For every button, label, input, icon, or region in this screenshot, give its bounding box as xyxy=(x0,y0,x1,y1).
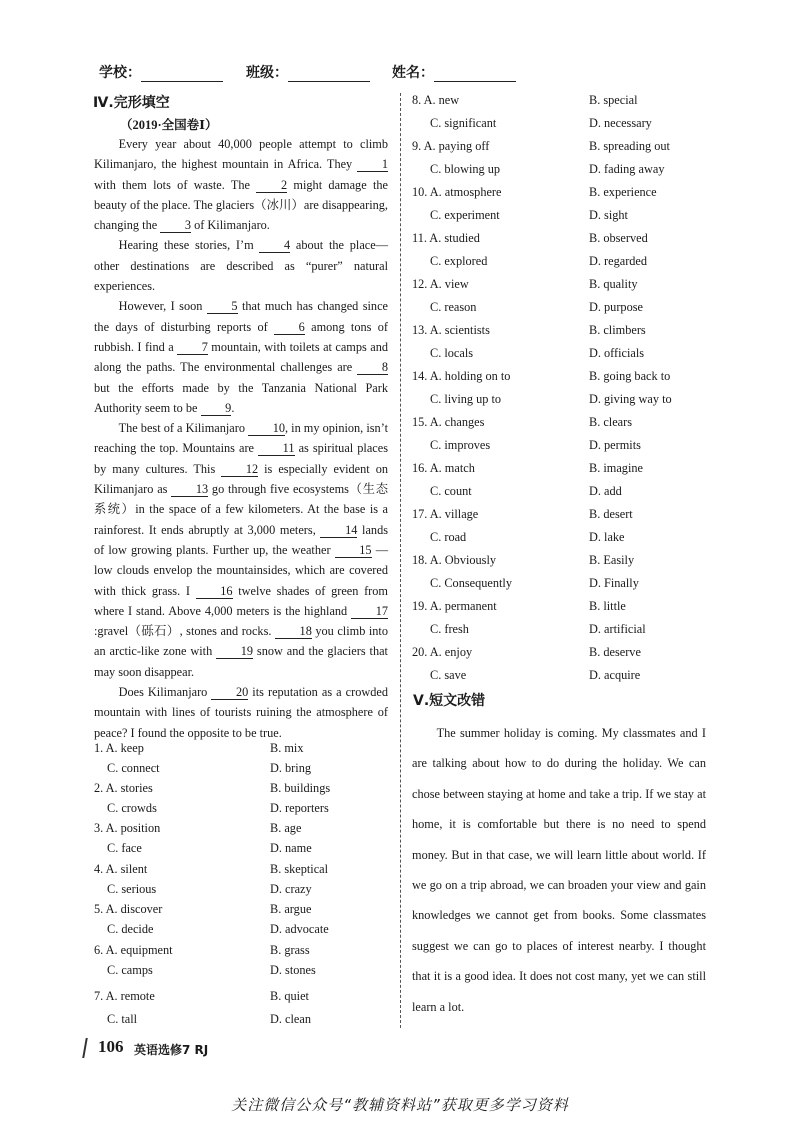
option-6-d: D. stones xyxy=(270,963,316,977)
blank-15: 15 xyxy=(335,543,372,558)
section-title-error-correction: Ⅴ.短文改错 xyxy=(413,693,486,709)
blank-7: 7 xyxy=(177,340,208,355)
passage-text: might damage the beauty of the place. The glaciers（冰川）are disappearing, changing the xyxy=(94,177,388,233)
school-label: 学校： xyxy=(99,65,141,81)
blank-2: 2 xyxy=(256,178,287,193)
option-8-c: C. significant xyxy=(430,116,497,130)
passage-text: The best of a Kilimanjaro xyxy=(118,421,249,436)
name-label: 姓名： xyxy=(392,65,434,81)
option-13-b: B. climbers xyxy=(589,323,646,337)
option-14-b: B. going back to xyxy=(589,369,671,383)
option-16-a: 16. A. match xyxy=(412,461,475,475)
option-9-b: B. spreading out xyxy=(589,139,670,153)
passage-text: , in my opinion, isn’t reaching the top. Mountains are xyxy=(94,421,388,456)
option-19-c: C. fresh xyxy=(430,622,469,636)
option-19-b: B. little xyxy=(589,599,626,613)
option-2-c: C. crowds xyxy=(107,801,157,815)
option-15-b: B. clears xyxy=(589,415,633,429)
option-5-d: D. advocate xyxy=(270,922,329,936)
option-6-a: 6. A. equipment xyxy=(94,943,173,957)
option-2-d: D. reporters xyxy=(270,801,329,815)
passage-text: Does Kilimanjaro xyxy=(118,685,212,700)
passage-text: with them lots of waste. The xyxy=(94,177,257,192)
paragraph xyxy=(94,134,388,235)
option-4-d: D. crazy xyxy=(270,882,312,896)
watermark-text: 关注微信公众号“教辅资料站”获取更多学习资料 xyxy=(231,1096,569,1114)
option-13-c: C. locals xyxy=(430,346,474,360)
option-17-c: C. road xyxy=(430,530,467,544)
passage-text: that much has changed since the days of disturbing reports of xyxy=(94,299,388,334)
option-9-a: 9. A. paying off xyxy=(412,139,490,153)
option-10-c: C. experiment xyxy=(430,208,500,222)
paragraph xyxy=(94,235,388,296)
option-19-d: D. artificial xyxy=(589,622,646,636)
option-3-c: C. face xyxy=(107,841,142,855)
option-7-a: 7. A. remote xyxy=(94,989,155,1003)
option-17-b: B. desert xyxy=(589,507,633,521)
page-number-bar xyxy=(82,1038,88,1058)
passage-text: is especially evident on Kilimanjaro as xyxy=(94,461,388,497)
option-8-d: D. necessary xyxy=(589,116,652,130)
blank-18: 18 xyxy=(275,624,312,639)
passage-text: Every year about 40,000 people attempt to climb Kilimanjaro, the highest mountain in Africa. They xyxy=(94,137,388,172)
option-17-d: D. lake xyxy=(589,530,625,544)
option-11-a: 11. A. studied xyxy=(412,231,480,245)
option-7-d: D. clean xyxy=(270,1012,311,1026)
option-2-b: B. buildings xyxy=(270,781,331,795)
option-7-b: B. quiet xyxy=(270,989,309,1003)
blank-11: 11 xyxy=(258,441,294,456)
option-1-d: D. bring xyxy=(270,761,311,775)
blank-14: 14 xyxy=(320,523,357,538)
blank-9: 9 xyxy=(201,401,232,416)
passage-text: —low clouds envelop the mountainsides, which are covered with thick grass. I xyxy=(94,542,388,598)
passage-text: However, I soon xyxy=(118,299,207,314)
blank-1: 1 xyxy=(357,157,388,172)
passage-text: its reputation as a crowded mountain with lines of tourists ruining the atmosphere of peace? I found the opposite to be true. xyxy=(94,685,388,740)
class-label: 班级： xyxy=(246,65,288,81)
cloze-passage xyxy=(94,134,388,743)
option-16-c: C. count xyxy=(430,484,472,498)
option-10-d: D. sight xyxy=(589,208,628,222)
option-19-a: 19. A. permanent xyxy=(412,599,497,613)
class-field xyxy=(246,62,370,82)
option-4-a: 4. A. silent xyxy=(94,862,148,876)
option-12-b: B. quality xyxy=(589,277,638,291)
option-3-b: B. age xyxy=(270,821,302,835)
option-18-b: B. Easily xyxy=(589,553,635,567)
school-field xyxy=(99,62,223,82)
blank-3: 3 xyxy=(160,218,191,233)
blank-4: 4 xyxy=(259,238,290,253)
option-16-d: D. add xyxy=(589,484,622,498)
option-5-b: B. argue xyxy=(270,902,312,916)
book-title: 英语选修7 RJ xyxy=(134,1043,209,1057)
option-5-a: 5. A. discover xyxy=(94,902,163,916)
passage-text: as spiritual places by many cultures. This xyxy=(94,441,388,476)
blank-13: 13 xyxy=(171,482,208,497)
passage-text: among tons of rubbish. I find a xyxy=(94,319,388,354)
option-6-c: C. camps xyxy=(107,963,153,977)
section-title-cloze: Ⅳ.完形填空 xyxy=(93,95,170,111)
passage-text: Hearing these stories, I’m xyxy=(118,238,260,253)
class-blank xyxy=(288,67,370,82)
name-field xyxy=(392,62,516,82)
option-15-a: 15. A. changes xyxy=(412,415,485,429)
option-12-a: 12. A. view xyxy=(412,277,469,291)
option-20-a: 20. A. enjoy xyxy=(412,645,473,659)
option-3-a: 3. A. position xyxy=(94,821,161,835)
option-17-a: 17. A. village xyxy=(412,507,479,521)
blank-17: 17 xyxy=(351,604,388,619)
blank-5: 5 xyxy=(207,299,238,314)
essay-text: The summer holiday is coming. My classmates and I are talking about how to do during the holiday. We can chose between staying at home and take a trip. If we stay at home, it is comfortable but there is no need to spend money. But in that case, we will learn little about world. If we go on a trip abroad, we can broaden your view and gain knowledges we cannot get from books. Some classmates suggest we can go to places of interest nearby. I thought that it is a good idea. It does not cost many, yet we can still learn a lot. xyxy=(412,726,706,1014)
blank-6: 6 xyxy=(274,320,305,335)
school-blank xyxy=(141,67,223,82)
name-blank xyxy=(434,67,516,82)
option-9-d: D. fading away xyxy=(589,162,665,176)
option-12-d: D. purpose xyxy=(589,300,643,314)
option-10-a: 10. A. atmosphere xyxy=(412,185,502,199)
option-13-a: 13. A. scientists xyxy=(412,323,490,337)
option-20-d: D. acquire xyxy=(589,668,641,682)
option-4-b: B. skeptical xyxy=(270,862,329,876)
passage-text: but the efforts made by the Tanzania National Park Authority seem to be xyxy=(94,380,388,415)
option-20-c: C. save xyxy=(430,668,467,682)
option-14-d: D. giving way to xyxy=(589,392,672,406)
blank-8: 8 xyxy=(357,360,388,375)
option-15-c: C. improves xyxy=(430,438,491,452)
option-9-c: C. blowing up xyxy=(430,162,501,176)
exam-source: （2019·全国卷Ⅰ） xyxy=(120,118,218,132)
option-13-d: D. officials xyxy=(589,346,645,360)
option-14-a: 14. A. holding on to xyxy=(412,369,511,383)
passage-text: lands of low growing plants. Further up, the weather xyxy=(94,522,389,557)
option-11-c: C. explored xyxy=(430,254,488,268)
passage-text: . xyxy=(231,400,235,415)
passage-text: about the place—other destinations are described as “purer” natural experiences. xyxy=(94,238,388,294)
option-2-a: 2. A. stories xyxy=(94,781,153,795)
option-1-b: B. mix xyxy=(270,741,304,755)
option-18-d: D. Finally xyxy=(589,576,639,590)
paragraph xyxy=(94,296,388,418)
option-20-b: B. deserve xyxy=(589,645,641,659)
option-1-a: 1. A. keep xyxy=(94,741,144,755)
option-18-c: C. Consequently xyxy=(430,576,512,590)
error-correction-passage xyxy=(412,718,706,1022)
option-8-a: 8. A. new xyxy=(412,93,460,107)
column-divider xyxy=(400,93,401,1028)
blank-16: 16 xyxy=(196,584,233,599)
passage-text: of Kilimanjaro. xyxy=(191,218,270,233)
blank-10: 10 xyxy=(248,421,285,436)
option-7-c: C. tall xyxy=(107,1012,138,1026)
page-number: 106 xyxy=(98,1037,124,1056)
option-10-b: B. experience xyxy=(589,185,657,199)
passage-text: mountain, with toilets at camps and along the paths. The environmental challenges are xyxy=(94,339,389,375)
option-11-d: D. regarded xyxy=(589,254,648,268)
option-5-c: C. decide xyxy=(107,922,154,936)
option-15-d: D. permits xyxy=(589,438,641,452)
passage-text: snow and the glaciers that may soon disappear. xyxy=(94,644,388,679)
passage-text: twelve shades of green from where I stand. Above 4,000 meters is the highland xyxy=(94,583,388,618)
option-18-a: 18. A. Obviously xyxy=(412,553,497,567)
option-14-c: C. living up to xyxy=(430,392,502,406)
option-8-b: B. special xyxy=(589,93,638,107)
passage-text: you climb into an arctic-like zone with xyxy=(94,624,388,659)
option-6-b: B. grass xyxy=(270,943,310,957)
passage-text: :gravel（砾石）, stones and rocks. xyxy=(94,624,275,639)
option-4-c: C. serious xyxy=(107,882,157,896)
option-11-b: B. observed xyxy=(589,231,648,245)
blank-20: 20 xyxy=(211,685,248,700)
passage-text: go through five ecosystems（生态系统）in the space of a few kilometers. At the base is a rainforest. It ends abruptly at 3,000 meters, xyxy=(94,482,388,537)
paragraph xyxy=(94,418,388,682)
paragraph xyxy=(94,682,388,743)
option-3-d: D. name xyxy=(270,841,312,855)
blank-12: 12 xyxy=(221,462,258,477)
option-16-b: B. imagine xyxy=(589,461,643,475)
blank-19: 19 xyxy=(216,644,253,659)
option-1-c: C. connect xyxy=(107,761,160,775)
option-12-c: C. reason xyxy=(430,300,477,314)
